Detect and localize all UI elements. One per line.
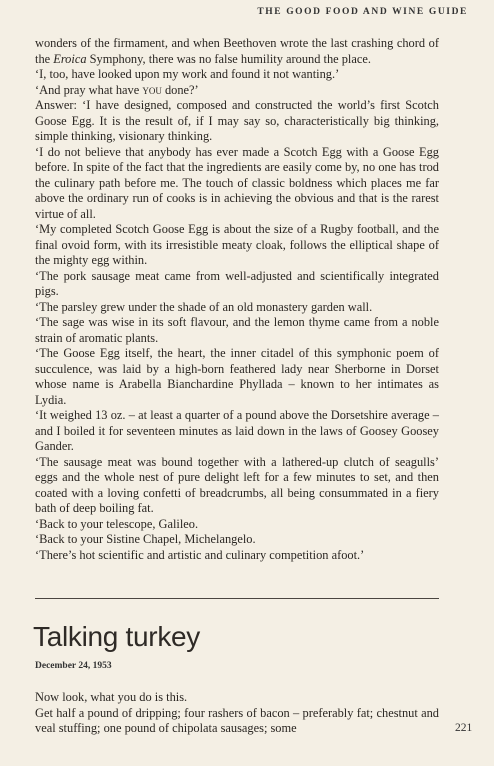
paragraph: wonders of the firmament, and when Beethoven wrote the last crashing chord of the Eroica Symphony, there was no false humility around the place. bbox=[35, 36, 439, 66]
paragraph: Get half a pound of dripping; four rashers of bacon – preferably fat; chestnut and veal stuffing; one pound of chipolata sausages; some bbox=[35, 705, 439, 735]
section-title: Talking turkey bbox=[33, 621, 200, 652]
italic-title: Eroica bbox=[53, 51, 87, 66]
paragraph: ‘It weighed 13 oz. – at least a quarter of a pound above the Dorsetshire average – and I boiled it for seventeen minutes as laid down in the laws of Goosey Goosey Gander. bbox=[35, 408, 439, 453]
paragraph: ‘The pork sausage meat came from well-adjusted and scientifically integrated pigs. bbox=[35, 268, 439, 298]
section-divider bbox=[35, 598, 439, 599]
paragraph: ‘Back to your Sistine Chapel, Michelangelo. bbox=[35, 532, 256, 546]
page-number: 221 bbox=[455, 722, 473, 734]
paragraph: ‘I do not believe that anybody has ever made a Scotch Egg with a Goose Egg before. In spite of the fact that the ingredients are easily come by, no one has trod the culinary path before me. The touch of classic boldness which places me far above the ordinary run of cooks is in achieving the obvious and that is the rarest virtue of all. bbox=[35, 144, 439, 221]
paragraph: ‘The sausage meat was bound together with a lathered-up clutch of seagulls’ eggs and the whole nest of pure delight left for a few minutes to set, and then coated with a loving confetti of breadcrumbs, all being consummated in a fiery bath of deep boiling fat. bbox=[35, 454, 439, 515]
paragraph: ‘My completed Scotch Goose Egg is about the size of a Rugby football, and the final ovoid form, with its irresistible meaty cloak, follows the elliptical shape of the mighty egg within. bbox=[35, 222, 439, 267]
running-head: THE GOOD FOOD AND WINE GUIDE bbox=[257, 7, 468, 17]
paragraph: Now look, what you do is this. bbox=[35, 690, 188, 704]
section-body bbox=[35, 690, 439, 737]
paragraph: ‘The parsley grew under the shade of an old monastery garden wall. bbox=[35, 299, 373, 314]
article-body bbox=[35, 36, 439, 563]
paragraph: ‘I, too, have looked upon my work and found it not wanting.’ bbox=[35, 67, 340, 81]
paragraph: ‘The sage was wise in its soft flavour, and the lemon thyme came from a noble strain of aromatic plants. bbox=[35, 315, 439, 345]
small-caps-word: you bbox=[142, 82, 162, 97]
paragraph: ‘Back to your telescope, Galileo. bbox=[35, 516, 199, 531]
paragraph: ‘The Goose Egg itself, the heart, the inner citadel of this symphonic poem of succulence, was laid by a high-born feathered lady near Sherborne in Dorset whose name is Arabella Bianchardine Phyllada – known to her intimates as Lydia. bbox=[35, 346, 439, 407]
section-date: December 24, 1953 bbox=[35, 661, 112, 671]
paragraph: ‘And pray what have you done?’ bbox=[35, 82, 199, 97]
paragraph: Answer: ‘I have designed, composed and constructed the world’s first Scotch Goose Egg. It is the result of, if I may say so, characteristically big thinking, simple thinking, visionary thinking. bbox=[35, 98, 439, 143]
paragraph: ‘There’s hot scientific and artistic and culinary competition afoot.’ bbox=[35, 547, 365, 562]
